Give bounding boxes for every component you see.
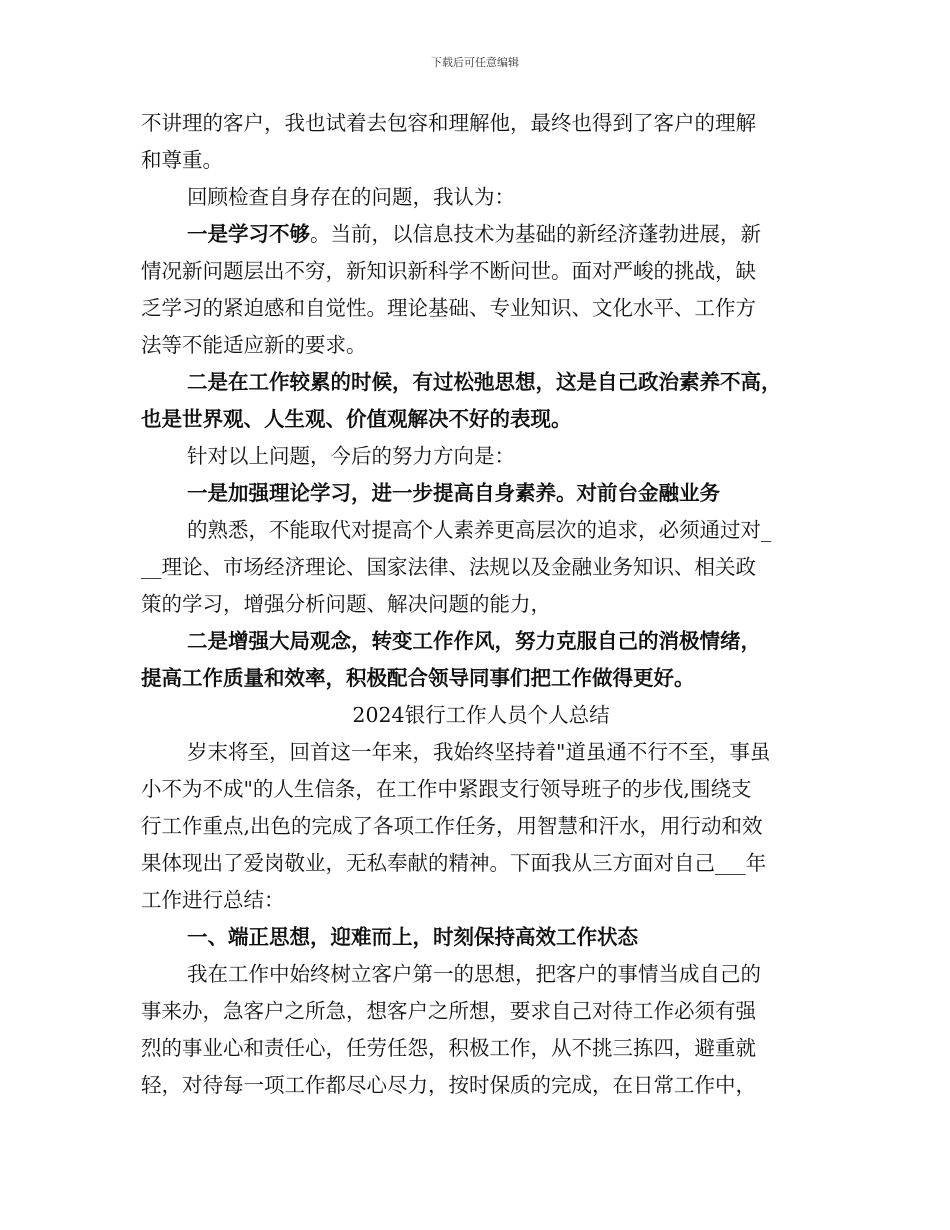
text-line: 行工作重点,出色的完成了各项工作任务，用智慧和汗水，用行动和效 — [141, 814, 763, 838]
text-line: 也是世界观、人生观、价值观解决不好的表现。 — [141, 407, 572, 431]
text-line: 我在工作中始终树立客户第一的思想，把客户的事情当成自己的 — [187, 962, 761, 986]
text-line: 乏学习的紧迫感和自觉性。理论基础、专业知识、文化水平、工作方 — [141, 296, 756, 320]
page-header: 下载后可任意编辑 — [431, 56, 519, 69]
text-line: 针对以上问题，今后的努力方向是： — [187, 444, 515, 468]
document-body — [141, 105, 821, 1104]
text-line — [141, 216, 821, 253]
text-line: 提高工作质量和效率，积极配合领导同事们把工作做得更好。 — [141, 666, 695, 690]
text-line: 法等不能适应新的要求。 — [141, 333, 367, 357]
text-line: 不讲理的客户，我也试着去包容和理解他，最终也得到了客户的理解 — [141, 111, 756, 135]
section-title: 2024银行工作人员个人总结 — [352, 703, 610, 727]
text-line: 工作进行总结： — [141, 888, 285, 912]
text-line: 和尊重。 — [141, 148, 223, 172]
text-line: 轻，对待每一项工作都尽心尽力，按时保质的完成，在日常工作中， — [141, 1073, 756, 1097]
text-line: 一、端正思想，迎难而上，时刻保持高效工作状态 — [187, 925, 638, 949]
text-line: 事来办，急客户之所急，想客户之所想，要求自己对待工作必须有强 — [141, 999, 756, 1023]
bold-lead: 一是学习不够 — [187, 222, 310, 246]
text-line: 策的学习，增强分析问题、解决问题的能力， — [141, 592, 551, 616]
text-line: 情况新问题层出不穷，新知识新科学不断问世。面对严峻的挑战，缺 — [141, 259, 756, 283]
text-line: 烈的事业心和责任心，任劳任怨，积极工作，从不挑三拣四，避重就 — [141, 1036, 756, 1060]
text-line: 二是增强大局观念，转变工作作风，努力克服自己的消极情绪， — [187, 629, 761, 653]
text-line: __理论、市场经济理论、国家法律、法规以及金融业务知识、相关政 — [141, 555, 756, 579]
text-line: 的熟悉，不能取代对提高个人素养更高层次的追求，必须通过对_ — [187, 518, 772, 542]
text-line: 岁末将至，回首这一年来，我始终坚持着"道虽通不行不至，事虽 — [187, 740, 771, 764]
text-line: 小不为不成"的人生信条，在工作中紧跟支行领导班子的步伐,围绕支 — [141, 777, 752, 801]
text-line: 回顾检查自身存在的问题，我认为： — [187, 185, 515, 209]
text-line: 二是在工作较累的时候，有过松弛思想，这是自己政治素养不高， — [187, 370, 782, 394]
line-rest: 。当前，以信息技术为基础的新经济蓬勃进展，新 — [310, 222, 761, 246]
text-line: 一是加强理论学习，进一步提高自身素养。对前台金融业务 — [187, 481, 720, 505]
text-line: 果体现出了爱岗敬业，无私奉献的精神。下面我从三方面对自己___年 — [141, 851, 767, 875]
